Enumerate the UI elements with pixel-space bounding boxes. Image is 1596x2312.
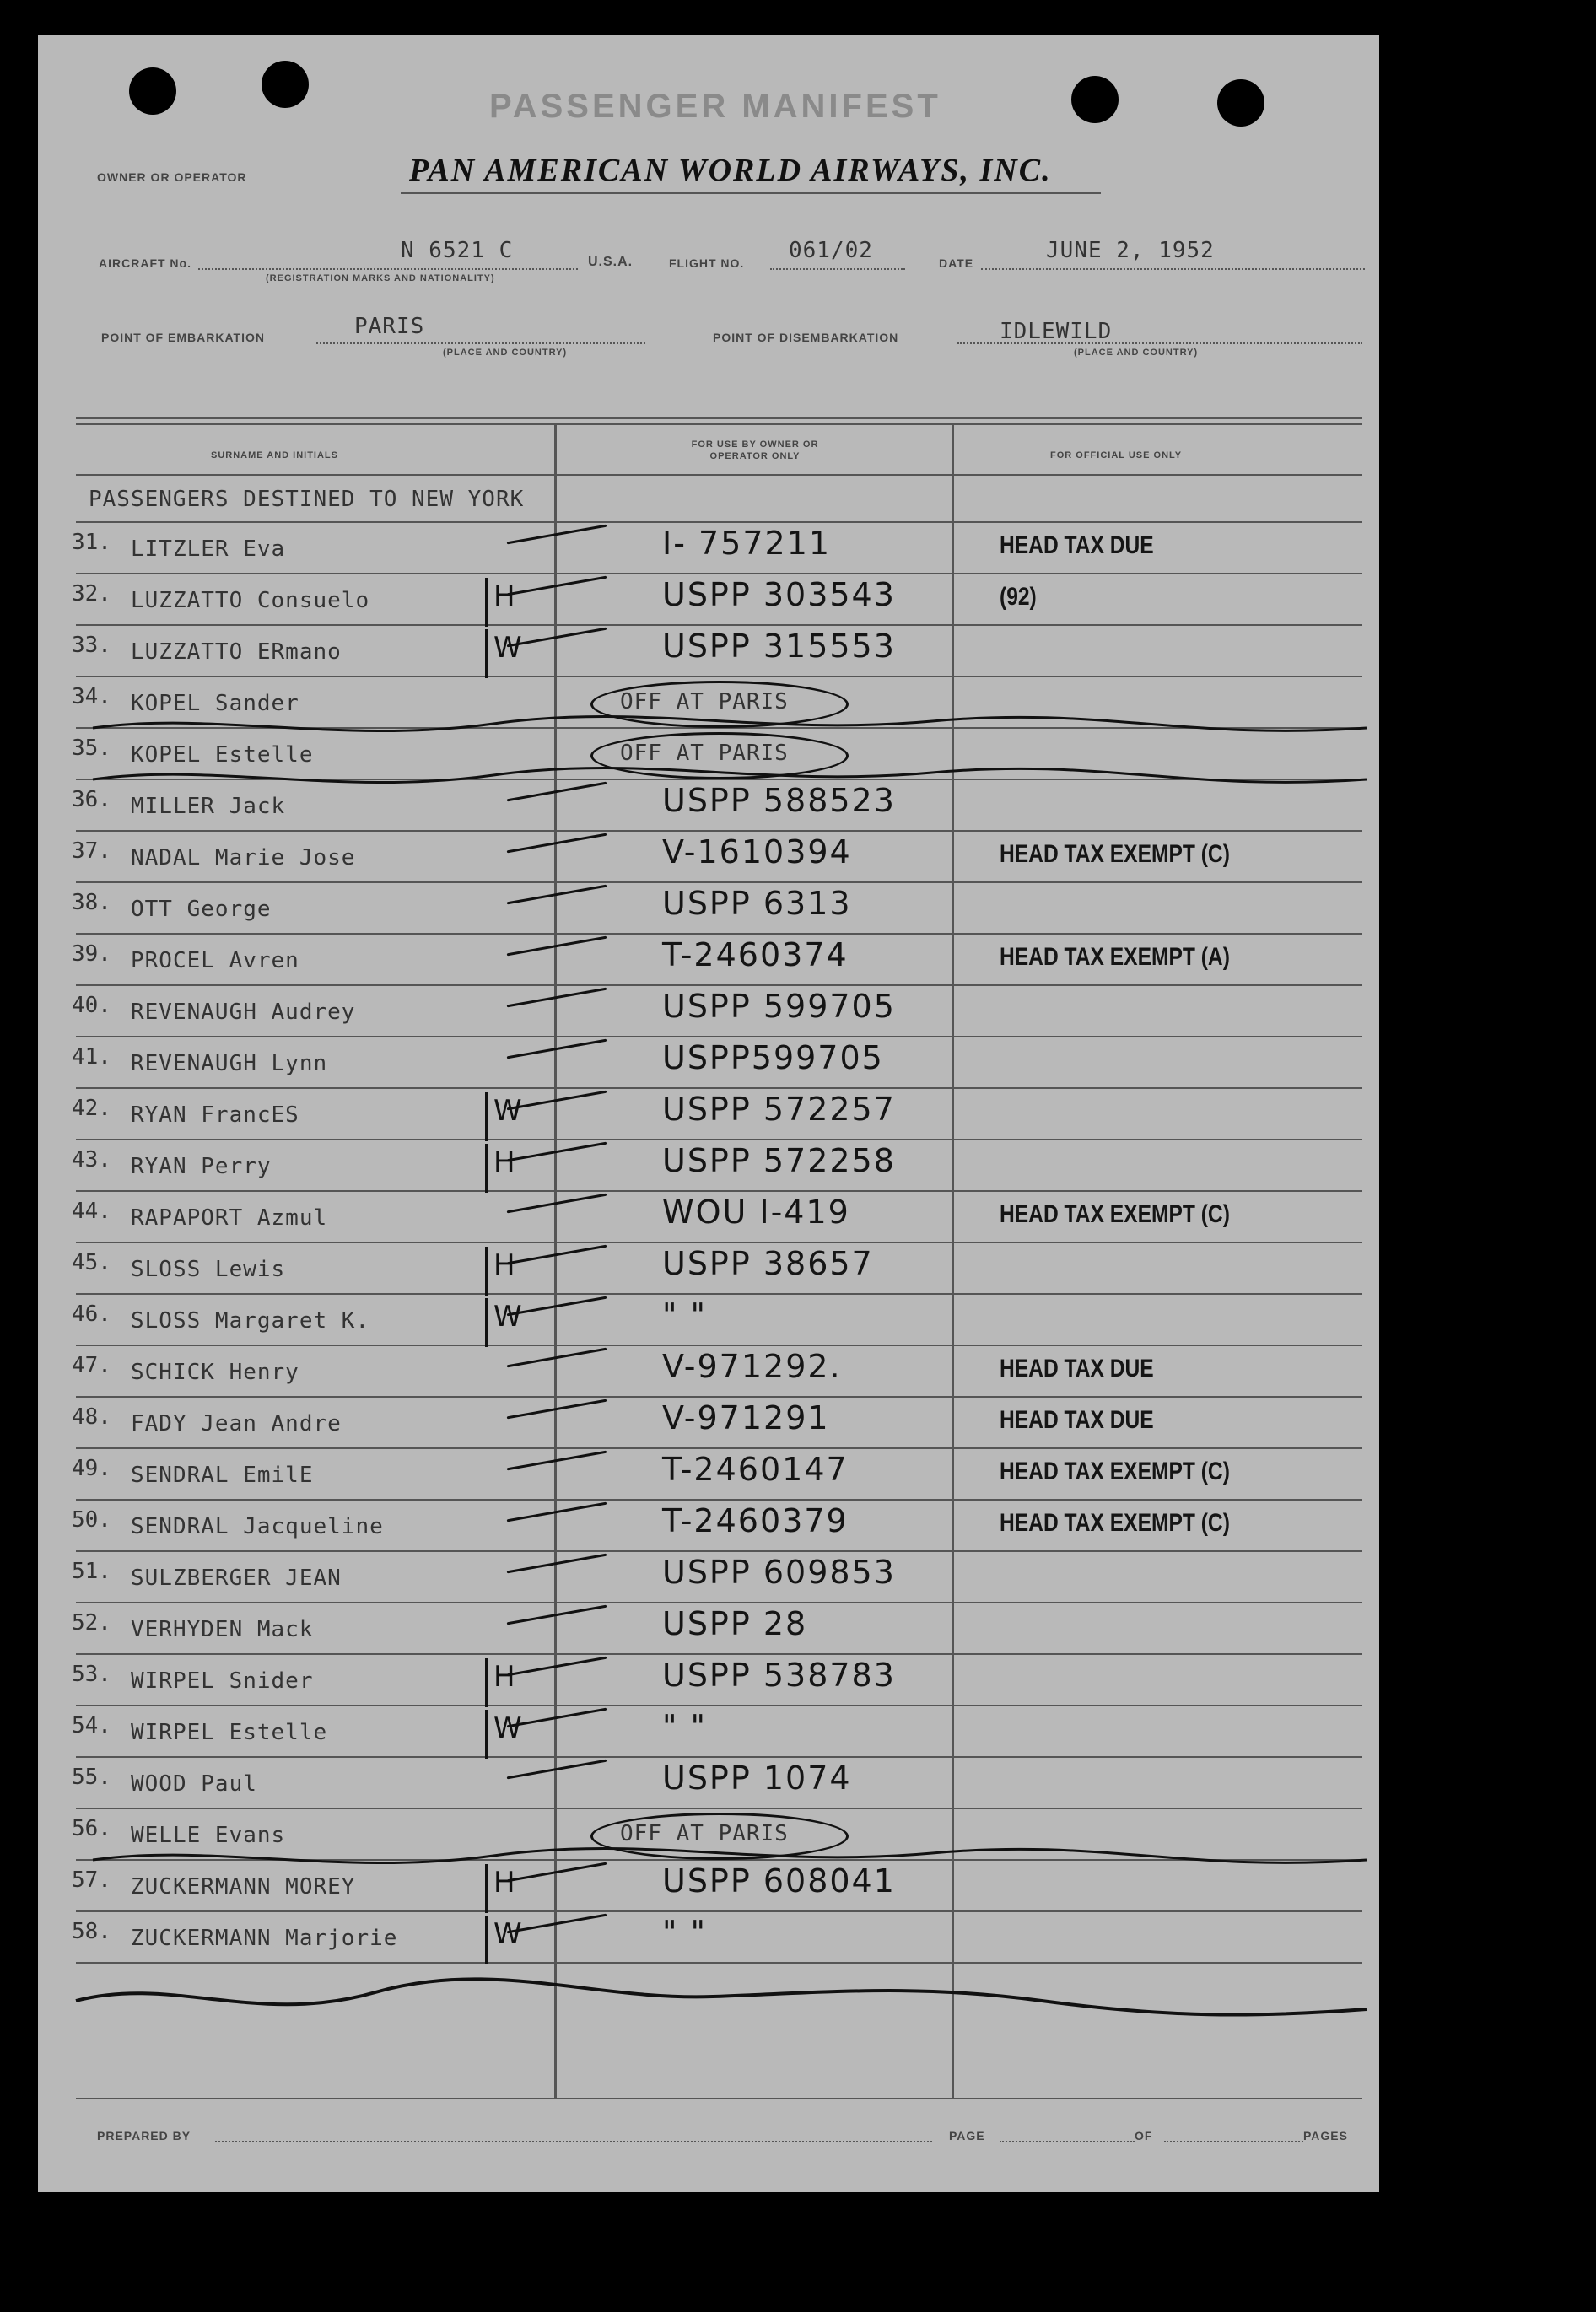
passenger-name: WELLE Evans — [131, 1823, 286, 1848]
passport-number: " " — [662, 1914, 708, 1951]
bracket-mark — [485, 1298, 488, 1347]
table-row — [38, 1089, 1379, 1140]
row-number: 51. — [72, 1559, 111, 1584]
check-stroke — [507, 1554, 607, 1574]
disembark-label: POINT OF DISEMBARKATION — [713, 331, 899, 344]
passenger-name: SLOSS Lewis — [131, 1257, 286, 1282]
check-stroke — [507, 1348, 607, 1368]
check-stroke — [507, 1657, 607, 1677]
passport-number: USPP 6313 — [662, 885, 852, 922]
relation-mark: H — [493, 579, 515, 613]
relation-mark: H — [493, 1145, 515, 1179]
passenger-name: SENDRAL Jacqueline — [131, 1514, 384, 1539]
date-value: JUNE 2, 1952 — [1046, 238, 1215, 263]
bracket-mark — [485, 1658, 488, 1707]
row-number: 57. — [72, 1867, 111, 1893]
row-number: 39. — [72, 941, 111, 967]
passenger-name: WIRPEL Estelle — [131, 1720, 328, 1745]
off-at-paris-stamp: OFF AT PARIS — [620, 1821, 789, 1846]
passport-number: USPP 588523 — [662, 782, 896, 819]
row-number: 54. — [72, 1713, 111, 1738]
passport-number: V-971292. — [662, 1348, 842, 1385]
table-row — [38, 626, 1379, 677]
passport-number: " " — [662, 1296, 708, 1334]
owner-label: OWNER OR OPERATOR — [97, 170, 247, 184]
check-stroke — [507, 1502, 607, 1522]
table-row — [38, 1346, 1379, 1398]
column-header-rule — [76, 474, 1362, 476]
passenger-name: RYAN FrancES — [131, 1102, 299, 1128]
row-number: 47. — [72, 1353, 111, 1378]
table-top-rule — [76, 417, 1362, 419]
row-number: 46. — [72, 1302, 111, 1327]
check-stroke — [507, 782, 607, 802]
table-row — [38, 1398, 1379, 1449]
passenger-name: LUZZATTO Consuelo — [131, 588, 370, 613]
page-label: PAGE — [949, 2129, 985, 2142]
passport-number: V-1610394 — [662, 833, 852, 870]
passport-number: USPP 609853 — [662, 1554, 896, 1591]
check-stroke — [507, 576, 607, 596]
flight-value: 061/02 — [789, 238, 873, 263]
passport-number: USPP599705 — [662, 1039, 884, 1076]
official-note: HEAD TAX DUE — [1000, 1355, 1154, 1382]
passport-number: T-2460374 — [662, 936, 849, 973]
passport-number: USPP 38657 — [662, 1245, 874, 1282]
passport-number: T-2460147 — [662, 1451, 849, 1488]
passenger-name: PROCEL Avren — [131, 948, 299, 973]
relation-mark: H — [493, 1248, 515, 1282]
registration-caption: (REGISTRATION MARKS AND NATIONALITY) — [266, 273, 495, 283]
passport-number: USPP 303543 — [662, 576, 896, 613]
passport-number: USPP 315553 — [662, 628, 896, 665]
table-row — [38, 883, 1379, 935]
official-note: HEAD TAX DUE — [1000, 1406, 1154, 1434]
relation-mark: W — [493, 1711, 522, 1745]
table-row — [38, 935, 1379, 986]
bracket-mark — [485, 1864, 488, 1913]
owner-line — [401, 192, 1101, 194]
table-row — [38, 1912, 1379, 1964]
table-row — [38, 986, 1379, 1037]
official-note: HEAD TAX EXEMPT (C) — [1000, 1509, 1230, 1537]
check-stroke — [507, 1245, 607, 1265]
table-row — [38, 1706, 1379, 1758]
passenger-name: OTT George — [131, 897, 272, 922]
embark-line — [316, 342, 645, 344]
punch-hole — [129, 67, 176, 115]
passport-number: USPP 1074 — [662, 1760, 852, 1797]
passport-number: USPP 572257 — [662, 1091, 896, 1128]
passenger-name: LUZZATTO ERmano — [131, 639, 342, 665]
passport-number: USPP 572258 — [662, 1142, 896, 1179]
row-number: 42. — [72, 1096, 111, 1121]
bracket-mark — [485, 1247, 488, 1296]
column-header-name: SURNAME AND INITIALS — [211, 450, 338, 461]
table-row — [38, 1449, 1379, 1501]
embark-label: POINT OF EMBARKATION — [101, 331, 265, 344]
check-stroke — [507, 885, 607, 905]
row-number: 50. — [72, 1507, 111, 1533]
official-note: HEAD TAX EXEMPT (C) — [1000, 840, 1230, 868]
check-stroke — [507, 1451, 607, 1471]
row-number: 41. — [72, 1044, 111, 1070]
passport-number: T-2460379 — [662, 1502, 849, 1539]
passenger-name: KOPEL Sander — [131, 691, 299, 716]
table-row — [38, 1809, 1379, 1861]
off-at-paris-stamp: OFF AT PARIS — [620, 741, 789, 766]
passenger-name: RAPAPORT Azmul — [131, 1205, 328, 1231]
relation-mark: H — [493, 1866, 515, 1900]
row-number: 38. — [72, 890, 111, 915]
passenger-name: SCHICK Henry — [131, 1360, 299, 1385]
check-stroke — [507, 1605, 607, 1625]
row-rule — [76, 1962, 1362, 1964]
passport-number: WOU I-419 — [662, 1194, 850, 1231]
closing-scrawl — [72, 1967, 1371, 2034]
relation-mark: W — [493, 1300, 522, 1334]
owner-value: PAN AMERICAN WORLD AIRWAYS, INC. — [409, 153, 1052, 188]
row-number: 43. — [72, 1147, 111, 1172]
table-row — [38, 780, 1379, 832]
column-header-official: FOR OFFICIAL USE ONLY — [1050, 450, 1183, 461]
relation-mark: H — [493, 1660, 515, 1694]
passenger-name: SENDRAL EmilE — [131, 1463, 314, 1488]
check-stroke — [507, 1039, 607, 1059]
table-row — [38, 677, 1379, 729]
prepared-by-line — [215, 2141, 932, 2142]
row-number: 49. — [72, 1456, 111, 1481]
passenger-name: NADAL Marie Jose — [131, 845, 356, 870]
aircraft-value: N 6521 C — [401, 238, 514, 263]
check-stroke — [507, 525, 607, 545]
passenger-name: KOPEL Estelle — [131, 742, 314, 768]
row-number: 55. — [72, 1765, 111, 1790]
bracket-mark — [485, 1144, 488, 1193]
check-stroke — [507, 936, 607, 957]
manifest-sheet — [38, 35, 1379, 2192]
table-row — [38, 1295, 1379, 1346]
row-number: 45. — [72, 1250, 111, 1275]
row-number: 32. — [72, 581, 111, 606]
disembark-caption: (PLACE AND COUNTRY) — [1074, 348, 1199, 358]
prepared-by-label: PREPARED BY — [97, 2129, 191, 2142]
relation-mark: W — [493, 1094, 522, 1128]
bracket-mark — [485, 578, 488, 627]
bracket-mark — [485, 1710, 488, 1759]
disembark-line — [957, 342, 1362, 344]
table-row — [38, 1758, 1379, 1809]
table-row — [38, 1603, 1379, 1655]
table-row — [38, 1501, 1379, 1552]
check-stroke — [507, 1399, 607, 1420]
passenger-name: VERHYDEN Mack — [131, 1617, 314, 1642]
table-row — [38, 1192, 1379, 1243]
table-row — [38, 1140, 1379, 1192]
table-row — [38, 1552, 1379, 1603]
footer-rule — [76, 2098, 1362, 2099]
passport-number: I- 757211 — [662, 525, 832, 562]
row-number: 40. — [72, 993, 111, 1018]
official-note: HEAD TAX EXEMPT (C) — [1000, 1458, 1230, 1485]
table-top-rule-2 — [76, 423, 1362, 425]
disembark-value: IDLEWILD — [1000, 319, 1113, 344]
flight-line — [770, 268, 905, 270]
passport-number: USPP 538783 — [662, 1657, 896, 1694]
passenger-name: MILLER Jack — [131, 794, 286, 819]
passenger-name: ZUCKERMANN Marjorie — [131, 1926, 398, 1951]
table-row — [38, 1655, 1379, 1706]
form-title: PASSENGER MANIFEST — [489, 88, 941, 125]
passenger-name: REVENAUGH Audrey — [131, 1000, 356, 1025]
table-row — [38, 1243, 1379, 1295]
passenger-name: ZUCKERMANN MOREY — [131, 1874, 356, 1900]
relation-mark: W — [493, 631, 522, 665]
passenger-name: SULZBERGER JEAN — [131, 1566, 342, 1591]
punch-hole — [262, 61, 309, 108]
official-note: HEAD TAX EXEMPT (C) — [1000, 1200, 1230, 1228]
punch-hole — [1217, 79, 1264, 127]
pages-label: PAGES — [1303, 2129, 1348, 2142]
check-stroke — [507, 1142, 607, 1162]
embark-caption: (PLACE AND COUNTRY) — [443, 348, 568, 358]
official-note: HEAD TAX DUE — [1000, 531, 1154, 559]
passenger-name: REVENAUGH Lynn — [131, 1051, 328, 1076]
passenger-name: LITZLER Eva — [131, 536, 286, 562]
row-number: 52. — [72, 1610, 111, 1636]
row-number: 33. — [72, 633, 111, 658]
bracket-mark — [485, 1916, 488, 1964]
row-number: 44. — [72, 1199, 111, 1224]
passport-number: V-971291 — [662, 1399, 830, 1436]
passenger-name: FADY Jean Andre — [131, 1411, 342, 1436]
row-number: 31. — [72, 530, 111, 555]
table-row — [38, 1861, 1379, 1912]
row-number: 58. — [72, 1919, 111, 1944]
passenger-name: SLOSS Margaret K. — [131, 1308, 370, 1334]
row-number: 53. — [72, 1662, 111, 1687]
aircraft-label: AIRCRAFT No. — [99, 256, 191, 270]
check-stroke — [507, 833, 607, 854]
flight-label: FLIGHT NO. — [669, 256, 745, 270]
table-row — [38, 832, 1379, 883]
passport-number: " " — [662, 1708, 708, 1745]
column-header-owner: FOR USE BY OWNER OR OPERATOR ONLY — [691, 439, 819, 461]
date-label: DATE — [939, 256, 974, 270]
passenger-name: RYAN Perry — [131, 1154, 272, 1179]
row-number: 56. — [72, 1816, 111, 1841]
passport-number: USPP 599705 — [662, 988, 896, 1025]
official-note: HEAD TAX EXEMPT (A) — [1000, 943, 1230, 971]
embark-value: PARIS — [354, 314, 425, 339]
nationality: U.S.A. — [588, 255, 634, 269]
relation-mark: W — [493, 1917, 522, 1951]
row-number: 34. — [72, 684, 111, 709]
row-number: 48. — [72, 1404, 111, 1430]
table-row — [38, 574, 1379, 626]
passenger-name: WIRPEL Snider — [131, 1668, 314, 1694]
check-stroke — [507, 988, 607, 1008]
off-at-paris-stamp: OFF AT PARIS — [620, 689, 789, 714]
row-number: 35. — [72, 736, 111, 761]
passport-number: USPP 608041 — [662, 1862, 896, 1900]
row-number: 37. — [72, 838, 111, 864]
official-note: (92) — [1000, 583, 1037, 611]
page-line — [1000, 2141, 1135, 2142]
check-stroke — [507, 1760, 607, 1780]
check-stroke — [507, 1862, 607, 1883]
check-stroke — [507, 1194, 607, 1214]
bracket-mark — [485, 1092, 488, 1141]
of-label: OF — [1135, 2129, 1153, 2142]
of-line — [1164, 2141, 1303, 2142]
table-row — [38, 523, 1379, 574]
passport-number: USPP 28 — [662, 1605, 808, 1642]
passenger-name: WOOD Paul — [131, 1771, 257, 1797]
row-number: 36. — [72, 787, 111, 812]
bracket-mark — [485, 629, 488, 678]
punch-hole — [1071, 76, 1119, 123]
table-row — [38, 1037, 1379, 1089]
section-heading: PASSENGERS DESTINED TO NEW YORK — [89, 487, 525, 512]
aircraft-line — [198, 268, 578, 270]
table-row — [38, 729, 1379, 780]
date-line — [981, 268, 1365, 270]
